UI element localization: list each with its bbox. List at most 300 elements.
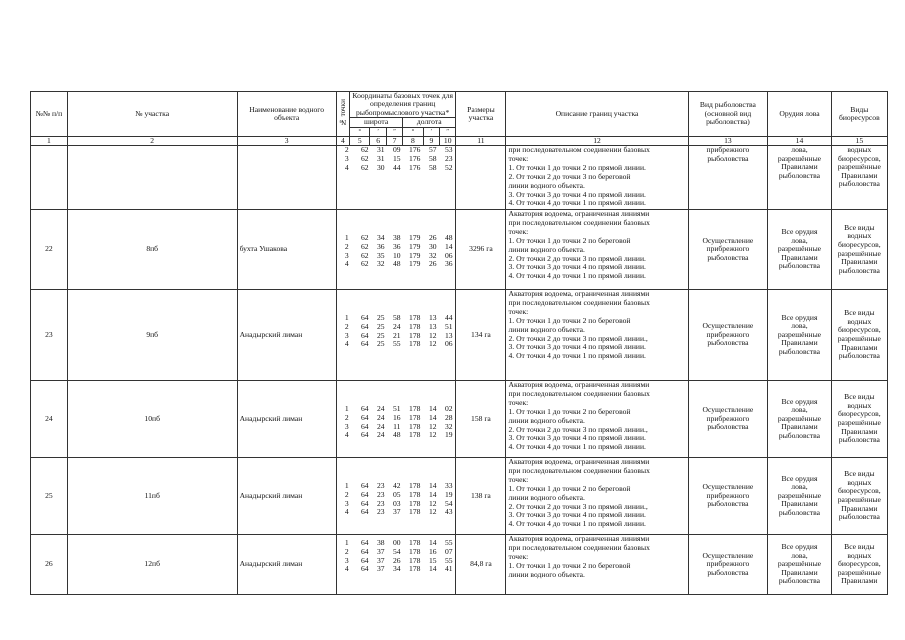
text-line: лова,	[791, 145, 808, 155]
text-line: 4. От точки 4 до точки 1 по прямой линии.	[508, 271, 646, 281]
text-line: Правилами	[841, 170, 878, 180]
text-line: Правилами	[841, 576, 878, 586]
text-line: 2. От точки 2 до точки 3 по прямой линии.,	[508, 501, 648, 511]
coordinates-cell	[336, 290, 456, 381]
coordinate-value: 37	[376, 555, 385, 565]
text-line: 1. От точки 1 до точки 2 по береговой	[508, 235, 631, 245]
text-line: линии водного объекта.	[508, 244, 585, 254]
coordinate-value: 179	[409, 233, 421, 243]
coordinate-value: 32	[444, 421, 453, 431]
text-line: лова,	[791, 482, 808, 492]
text-line: Все виды	[844, 392, 875, 402]
boundary-description	[506, 146, 688, 210]
text-line: 4. От точки 4 до точки 1 по прямой линии.	[508, 519, 646, 529]
text-line: прибрежного	[706, 145, 750, 155]
coordinate-value: 64	[360, 498, 369, 508]
coordinate-value: 44	[444, 313, 453, 323]
point-number: 4	[344, 162, 349, 172]
coordinate-value: 178	[409, 507, 421, 517]
coordinate-value: 44	[392, 162, 401, 172]
point-number: 4	[344, 564, 349, 574]
text-line: лова,	[791, 550, 808, 560]
column-number: 10	[440, 137, 456, 146]
coordinate-value: 48	[392, 259, 401, 269]
text-line: 2. От точки 2 до точки 3 по береговой	[508, 171, 631, 181]
coordinate-value: 62	[360, 153, 369, 163]
coordinate-value: 16	[392, 412, 401, 422]
species	[831, 458, 887, 535]
text-line: 4. От точки 4 до точки 1 по прямой линии.	[508, 351, 646, 361]
point-number: 2	[344, 489, 349, 499]
column-number: 8	[403, 137, 423, 146]
coordinate-value: 25	[376, 313, 385, 323]
coordinate-value: 51	[392, 404, 401, 414]
text-line: рыболовства	[778, 170, 821, 180]
coordinate-value: 62	[360, 259, 369, 269]
text-line: при последовательном соединении базовых	[508, 465, 650, 475]
coordinate-value: 178	[409, 481, 421, 491]
coordinate-value: 38	[392, 233, 401, 243]
table-row	[31, 290, 888, 381]
coordinate-value: 178	[409, 339, 421, 349]
text-line: Все орудия	[781, 227, 818, 237]
text-line: разрешённые	[777, 329, 822, 339]
text-line: прибрежного	[706, 329, 750, 339]
water-body: Анадырский лиман	[237, 458, 336, 535]
coordinate-value: 26	[392, 555, 401, 565]
text-line: 1. От точки 1 до точки 2 по береговой	[508, 560, 631, 570]
text-line: биоресурсов,	[838, 486, 881, 496]
table-row	[31, 146, 888, 210]
point-number: 3	[344, 250, 349, 260]
site-size	[456, 146, 506, 210]
text-line: Акватория водоема, ограниченная линиями	[508, 380, 650, 390]
coordinate-value: 37	[392, 507, 401, 517]
row-number: 25	[31, 458, 68, 535]
row-number: 26	[31, 535, 68, 595]
coordinate-value: 178	[409, 430, 421, 440]
coordinate-value: 62	[360, 233, 369, 243]
text-line: линии водного объекта.	[508, 569, 585, 579]
text-line: Все орудия	[781, 473, 818, 483]
coordinate-value: 58	[428, 162, 437, 172]
coordinate-value: 55	[444, 538, 453, 548]
point-number: 2	[344, 321, 349, 331]
text-line: прибрежного	[706, 244, 750, 254]
row-number: 24	[31, 381, 68, 458]
water-body: бухта Ушакова	[237, 210, 336, 290]
text-line: водных	[847, 145, 872, 155]
text-line: водных	[847, 477, 872, 487]
coordinate-value: 25	[376, 339, 385, 349]
text-line: 3. От точки 3 до точки 4 по прямой линии.	[508, 342, 646, 352]
coordinate-value: 51	[444, 321, 453, 331]
header-longitude: долгота	[403, 118, 456, 127]
text-line: Осуществление	[702, 405, 754, 415]
text-line: разрешённые	[777, 559, 822, 569]
header-gear: Орудия лова	[768, 92, 831, 137]
coordinate-value: 176	[409, 153, 421, 163]
header-nn: №№ п/п	[31, 92, 68, 137]
header-lat-min: ′	[370, 127, 386, 136]
coordinate-value: 64	[360, 507, 369, 517]
column-number: 5	[350, 137, 370, 146]
coordinate-value: 12	[428, 430, 437, 440]
boundary-description	[506, 458, 688, 535]
table-row	[31, 535, 888, 595]
text-line: точек:	[508, 551, 529, 561]
water-body: Анадырский лиман	[237, 381, 336, 458]
coordinate-value: 64	[360, 339, 369, 349]
text-line: биоресурсов,	[838, 409, 881, 419]
coordinate-value: 12	[428, 498, 437, 508]
coordinate-value: 14	[428, 412, 437, 422]
boundary-description	[506, 290, 688, 381]
coordinate-value: 64	[360, 404, 369, 414]
coordinate-value: 35	[376, 250, 385, 260]
point-number: 1	[344, 313, 349, 323]
text-line: точек:	[508, 474, 529, 484]
coordinate-value: 178	[409, 564, 421, 574]
coordinate-value: 30	[376, 162, 385, 172]
coordinate-value: 32	[376, 259, 385, 269]
point-number: 3	[344, 555, 349, 565]
text-line: разрешённые	[837, 418, 881, 428]
coordinates-cell	[336, 146, 456, 210]
column-number: 14	[768, 137, 831, 146]
site-number: 10пб	[67, 381, 237, 458]
coordinate-value: 09	[392, 145, 401, 155]
coordinate-value: 15	[428, 555, 437, 565]
coordinate-value: 178	[409, 421, 421, 431]
coordinate-value: 62	[360, 145, 369, 155]
coordinate-value: 178	[409, 330, 421, 340]
coordinate-value: 13	[444, 330, 453, 340]
point-number: 4	[344, 430, 349, 440]
text-line: Правилами	[781, 422, 818, 432]
header-size: Размеры участка	[456, 92, 506, 137]
coordinate-value: 03	[392, 498, 401, 508]
point-number: 3	[344, 330, 349, 340]
text-line: рыболовства	[778, 261, 821, 271]
coordinate-value: 178	[409, 546, 421, 556]
text-line: разрешённые	[837, 248, 881, 258]
coordinate-value: 26	[428, 259, 437, 269]
text-line: водных	[847, 550, 872, 560]
text-line: точек:	[508, 397, 529, 407]
header-lon-deg: °	[403, 127, 423, 136]
coordinate-value: 07	[444, 546, 453, 556]
coordinate-value: 12	[428, 339, 437, 349]
text-line: при последовательном соединении базовых	[508, 542, 650, 552]
boundary-description	[506, 210, 688, 290]
coordinate-value: 14	[428, 564, 437, 574]
text-line: биоресурсов,	[838, 325, 881, 335]
site-number: 12пб	[67, 535, 237, 595]
coordinate-value: 64	[360, 546, 369, 556]
coordinate-value: 06	[444, 250, 453, 260]
point-number: 2	[344, 145, 349, 155]
text-line: 3. От точки 3 до точки 4 по прямой линии.	[508, 189, 646, 199]
text-line: точек:	[508, 153, 529, 163]
coordinate-value: 37	[376, 564, 385, 574]
text-line: Все орудия	[781, 542, 818, 552]
coordinate-value: 178	[409, 313, 421, 323]
text-line: Правилами	[781, 499, 818, 509]
coordinate-value: 52	[444, 162, 453, 172]
coordinate-value: 23	[376, 489, 385, 499]
text-line: рыболовства	[707, 422, 749, 432]
coordinate-value: 14	[428, 538, 437, 548]
text-line: рыболовства	[778, 576, 821, 586]
text-line: водных	[847, 316, 872, 326]
coordinate-value: 11	[393, 421, 401, 431]
water-body: Анадырский лиман	[237, 290, 336, 381]
text-line: рыболовства	[838, 351, 880, 361]
coordinate-value: 176	[409, 162, 421, 172]
coordinate-value: 26	[428, 233, 437, 243]
boundary-description	[506, 535, 688, 595]
site-size: 158 га	[456, 381, 506, 458]
point-number: 1	[344, 233, 349, 243]
water-body	[237, 146, 336, 210]
water-body: Анадырский лиман	[237, 535, 336, 595]
text-line: Правилами	[841, 257, 878, 267]
coordinate-value: 25	[376, 330, 385, 340]
coordinate-value: 30	[428, 241, 437, 251]
table-row	[31, 210, 888, 290]
point-number: 4	[344, 259, 349, 269]
coordinate-value: 42	[392, 481, 401, 491]
table-body	[31, 146, 888, 595]
coordinate-value: 64	[360, 330, 369, 340]
coordinate-value: 36	[392, 241, 401, 251]
coordinate-value: 178	[409, 321, 421, 331]
header-lon-sec: ″	[440, 127, 456, 136]
text-line: Осуществление	[702, 235, 754, 245]
text-line: разрешённые	[777, 153, 822, 163]
text-line: водных	[847, 400, 872, 410]
text-line: Все орудия	[781, 396, 818, 406]
text-line: Все виды	[844, 542, 875, 552]
coordinate-value: 178	[409, 489, 421, 499]
coordinate-value: 62	[360, 250, 369, 260]
coordinate-value: 64	[360, 313, 369, 323]
coordinate-value: 14	[444, 241, 453, 251]
fishing-gear	[768, 458, 831, 535]
text-line: лова,	[791, 405, 808, 415]
boundary-description	[506, 381, 688, 458]
coordinate-value: 48	[444, 233, 453, 243]
species	[831, 146, 887, 210]
coordinate-value: 13	[428, 321, 437, 331]
text-line: рыболовства	[778, 507, 821, 517]
text-line: 1. От точки 1 до точки 2 по береговой	[508, 406, 631, 416]
coordinate-value: 23	[376, 507, 385, 517]
text-line: разрешённые	[777, 244, 822, 254]
species	[831, 381, 887, 458]
coordinate-value: 19	[444, 430, 453, 440]
site-number: 11пб	[67, 458, 237, 535]
text-line: Все виды	[844, 469, 875, 479]
coordinate-value: 24	[376, 404, 385, 414]
column-numbers-row	[31, 137, 888, 146]
text-line: Все орудия	[781, 312, 818, 322]
text-line: 1. От точки 1 до точки 2 по прямой линии.	[508, 162, 646, 172]
column-number: 7	[386, 137, 402, 146]
text-line: при последовательном соединении базовых	[508, 297, 650, 307]
header-lat-deg: °	[350, 127, 370, 136]
row-number	[31, 146, 68, 210]
species	[831, 290, 887, 381]
text-line: 3. От точки 3 до точки 4 по прямой линии.	[508, 433, 646, 443]
text-line: Правилами	[841, 503, 878, 513]
site-number	[67, 146, 237, 210]
site-number: 9пб	[67, 290, 237, 381]
species	[831, 210, 887, 290]
coordinate-value: 64	[360, 321, 369, 331]
text-line: Осуществление	[702, 482, 754, 492]
text-line: Все виды	[844, 308, 875, 318]
coordinate-value: 58	[392, 313, 401, 323]
fishing-kind	[688, 535, 768, 595]
text-line: водных	[847, 231, 872, 241]
fishing-kind	[688, 458, 768, 535]
text-line: Правилами	[841, 342, 878, 352]
coordinate-value: 16	[428, 546, 437, 556]
regulation-table-page	[30, 91, 888, 602]
coordinate-value: 64	[360, 412, 369, 422]
text-line: Правилами	[781, 338, 818, 348]
coordinate-value: 64	[360, 430, 369, 440]
coordinate-value: 55	[392, 339, 401, 349]
header-coords: Координаты базовых точек для определения границ рыбопромыслового участка*	[350, 92, 456, 118]
point-number: 3	[344, 498, 349, 508]
coordinate-value: 36	[376, 241, 385, 251]
coordinate-value: 13	[428, 313, 437, 323]
header-lon-min: ′	[423, 127, 439, 136]
column-number: 2	[67, 137, 237, 146]
coordinate-value: 178	[409, 555, 421, 565]
text-line: 1. От точки 1 до точки 2 по береговой	[508, 483, 631, 493]
coordinate-value: 55	[444, 555, 453, 565]
header-species: Виды биоресурсов	[831, 92, 887, 137]
text-line: при последовательном соединении базовых	[508, 388, 650, 398]
coordinate-value: 31	[376, 145, 385, 155]
text-line: прибрежного	[706, 559, 750, 569]
coordinate-value: 64	[360, 555, 369, 565]
text-line: Правилами	[841, 426, 878, 436]
text-line: разрешённые	[777, 490, 822, 500]
column-number: 4	[336, 137, 349, 146]
text-line: рыболовства	[838, 265, 880, 275]
coordinate-value: 23	[444, 153, 453, 163]
coordinate-value: 15	[392, 153, 401, 163]
table-row	[31, 458, 888, 535]
text-line: Акватория водоема, ограниченная линиями	[508, 289, 650, 299]
row-number: 23	[31, 290, 68, 381]
text-line: рыболовства	[778, 346, 821, 356]
coordinate-value: 36	[444, 259, 453, 269]
coordinate-value: 38	[376, 538, 385, 548]
text-line: 4. От точки 4 до точки 1 по прямой линии.	[508, 442, 646, 452]
coordinate-value: 54	[392, 546, 401, 556]
header-latitude: широта	[350, 118, 403, 127]
column-number: 12	[506, 137, 688, 146]
coordinate-value: 34	[392, 564, 401, 574]
coordinates-cell	[336, 458, 456, 535]
coordinate-value: 37	[376, 546, 385, 556]
text-line: рыболовства	[838, 179, 880, 189]
coordinate-value: 62	[360, 162, 369, 172]
coordinate-value: 31	[376, 153, 385, 163]
coordinate-value: 14	[428, 404, 437, 414]
text-line: рыболовства	[838, 512, 880, 522]
text-line: Осуществление	[702, 321, 754, 331]
coordinate-value: 62	[360, 241, 369, 251]
text-line: рыболовства	[707, 567, 749, 577]
coordinate-value: 23	[376, 498, 385, 508]
text-line: прибрежного	[706, 490, 750, 500]
coordinates-cell	[336, 210, 456, 290]
text-line: лова,	[791, 321, 808, 331]
coordinate-value: 179	[409, 241, 421, 251]
species	[831, 535, 887, 595]
text-line: линии водного объекта.	[508, 324, 585, 334]
coordinate-value: 05	[392, 489, 401, 499]
point-number: 3	[344, 421, 349, 431]
text-line: 1. От точки 1 до точки 2 по береговой	[508, 315, 631, 325]
point-number: 4	[344, 507, 349, 517]
text-line: точек:	[508, 306, 529, 316]
fishing-kind	[688, 210, 768, 290]
coordinate-value: 57	[428, 145, 437, 155]
text-line: при последовательном соединении базовых	[508, 217, 650, 227]
coordinate-value: 48	[392, 430, 401, 440]
coordinate-value: 12	[428, 421, 437, 431]
coordinate-value: 41	[444, 564, 453, 574]
text-line: Правилами	[781, 162, 818, 172]
coordinate-value: 178	[409, 412, 421, 422]
column-number: 1	[31, 137, 68, 146]
point-number: 1	[344, 481, 349, 491]
text-line: разрешённые	[837, 162, 881, 172]
text-line: разрешённые	[837, 334, 881, 344]
text-line: лова,	[791, 235, 808, 245]
text-line: 2. От точки 2 до точки 3 по прямой линии.	[508, 253, 646, 263]
fishing-kind	[688, 290, 768, 381]
row-number: 22	[31, 210, 68, 290]
header-fishing-kind: Вид рыболовства (основной вид рыболовства)	[688, 92, 768, 137]
coordinate-value: 53	[444, 145, 453, 155]
text-line: Акватория водоема, ограниченная линиями	[508, 209, 650, 219]
site-size: 138 га	[456, 458, 506, 535]
point-number: 2	[344, 546, 349, 556]
column-number: 3	[237, 137, 336, 146]
coordinate-value: 12	[428, 330, 437, 340]
coordinate-value: 64	[360, 564, 369, 574]
coordinate-value: 12	[428, 507, 437, 517]
text-line: линии водного объекта.	[508, 492, 585, 502]
column-number: 9	[423, 137, 439, 146]
column-number: 11	[456, 137, 506, 146]
text-line: прибрежного	[706, 413, 750, 423]
coordinate-value: 25	[376, 321, 385, 331]
column-number: 6	[370, 137, 386, 146]
header-water-body: Наименование водного объекта	[237, 92, 336, 137]
text-line: рыболовства	[778, 430, 821, 440]
fishing-sites-table	[30, 91, 888, 595]
